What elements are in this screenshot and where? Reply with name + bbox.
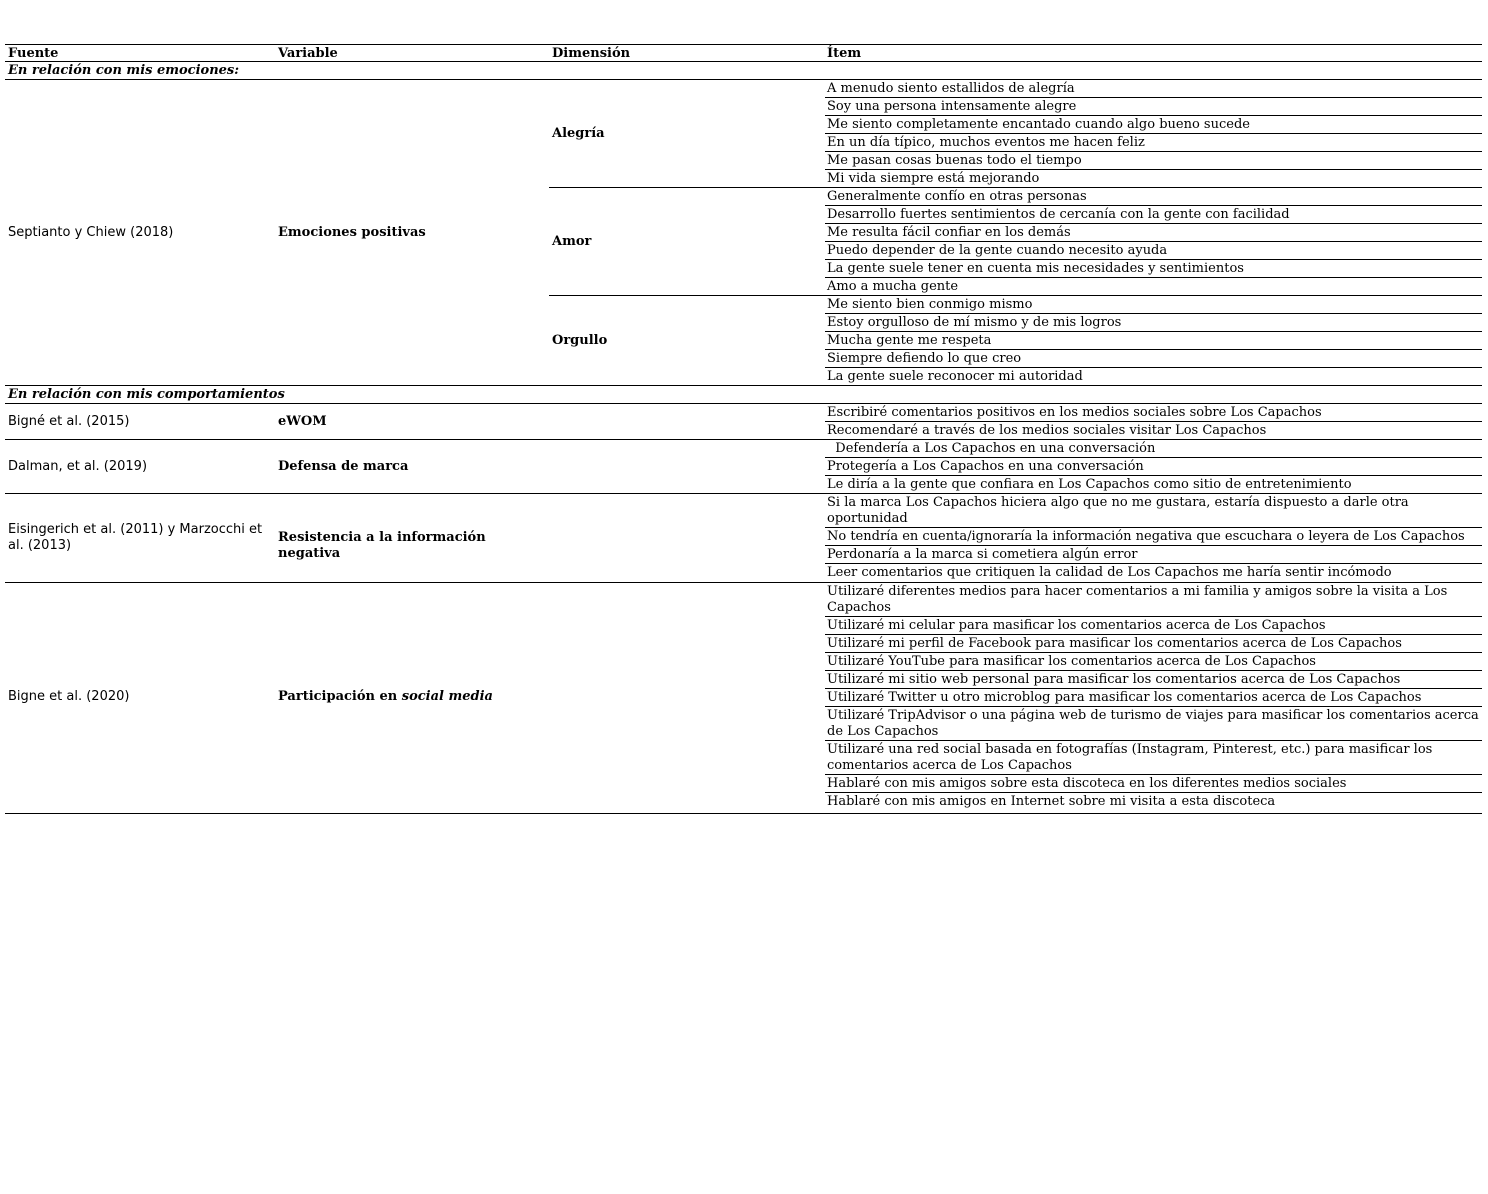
variable-cell — [278, 689, 550, 705]
list-item: Utilizaré mi sitio web personal para masificar los comentarios acerca de Los Capachos — [825, 671, 1482, 689]
list-item: Me siento bien conmigo mismo — [825, 296, 1482, 314]
dimension-alegria: Alegría — [552, 126, 605, 141]
group-defensa-marca — [5, 440, 1482, 494]
dimension-divider — [549, 295, 825, 296]
list-item: Recomendaré a través de los medios sociales visitar Los Capachos — [827, 423, 1267, 438]
list-item: Si la marca Los Capachos hiciera algo que no me gustara, estaría dispuesto a darle otra oportunidad — [825, 494, 1482, 528]
list-item: Protegería a Los Capachos en una conversación — [825, 458, 1482, 476]
list-item: Defendería a Los Capachos en una conversación — [825, 440, 1482, 458]
item-list — [825, 440, 1482, 494]
list-item: Utilizaré TripAdvisor o una página web de turismo de viajes para masificar los comentarios acerca de Los Capachos — [825, 707, 1482, 741]
section-emotions-label: En relación con mis emociones: — [8, 63, 240, 78]
list-item: Me resulta fácil confiar en los demás — [825, 224, 1482, 242]
list-item: No tendría en cuenta/ignoraría la información negativa que escuchara o leyera de Los Capachos — [825, 528, 1482, 546]
list-item: Utilizaré mi celular para masificar los comentarios acerca de Los Capachos — [825, 617, 1482, 635]
list-item: Me pasan cosas buenas todo el tiempo — [825, 152, 1482, 170]
source-cell: Bigné et al. (2015) — [8, 414, 130, 429]
source-cell: Eisingerich et al. (2011) y Marzocchi et al. (2013) — [8, 522, 263, 553]
list-item: Generalmente confío en otras personas — [825, 188, 1482, 206]
item-list — [825, 583, 1482, 811]
list-item: Utilizaré una red social basada en fotografías (Instagram, Pinterest, etc.) para masificar los comentarios acerca de Los Capachos — [825, 741, 1482, 775]
group-emociones-positivas — [5, 80, 1482, 386]
header-variable: Variable — [278, 46, 338, 61]
list-item: Utilizaré YouTube para masificar los comentarios acerca de Los Capachos — [825, 653, 1482, 671]
list-item: Estoy orgulloso de mí mismo y de mis logros — [825, 314, 1482, 332]
item-list — [825, 404, 1482, 440]
list-item: Le diría a la gente que confiara en Los Capachos como sitio de entretenimiento — [827, 477, 1352, 492]
list-item: Amo a mucha gente — [825, 278, 1482, 296]
list-item: Leer comentarios que critiquen la calidad de Los Capachos me haría sentir incómodo — [827, 565, 1392, 580]
list-item: La gente suele tener en cuenta mis necesidades y sentimientos — [825, 260, 1482, 278]
header-dimension: Dimensión — [552, 46, 631, 61]
header-fuente: Fuente — [8, 46, 59, 61]
variable-cell: Emociones positivas — [278, 225, 426, 240]
source-cell: Septianto y Chiew (2018) — [8, 225, 174, 240]
dimension-divider — [549, 187, 825, 188]
section-behaviors — [5, 386, 1482, 404]
list-item: Utilizaré mi perfil de Facebook para masificar los comentarios acerca de Los Capachos — [825, 635, 1482, 653]
list-item: Perdonaría a la marca si cometiera algún error — [825, 546, 1482, 564]
group-resistencia — [5, 494, 1482, 583]
list-item: Mucha gente me respeta — [825, 332, 1482, 350]
dimension-orgullo: Orgullo — [552, 333, 608, 348]
list-item: Me siento completamente encantado cuando algo bueno sucede — [825, 116, 1482, 134]
list-item: Utilizaré Twitter u otro microblog para masificar los comentarios acerca de Los Capachos — [825, 689, 1482, 707]
list-item: En un día típico, muchos eventos me hacen feliz — [825, 134, 1482, 152]
dimension-amor: Amor — [552, 234, 592, 249]
list-item: A menudo siento estallidos de alegría — [825, 80, 1482, 98]
list-item: Desarrollo fuertes sentimientos de cercanía con la gente con facilidad — [825, 206, 1482, 224]
section-behaviors-label: En relación con mis comportamientos — [8, 387, 285, 402]
list-item: Utilizaré diferentes medios para hacer comentarios a mi familia y amigos sobre la visita a Los Capachos — [825, 583, 1482, 617]
source-cell: Bigne et al. (2020) — [8, 689, 130, 704]
list-item: Escribiré comentarios positivos en los medios sociales sobre Los Capachos — [825, 404, 1482, 422]
list-item: Puedo depender de la gente cuando necesito ayuda — [825, 242, 1482, 260]
variable-cell: Defensa de marca — [278, 459, 409, 474]
source-cell: Dalman, et al. (2019) — [8, 459, 148, 474]
list-item: Hablaré con mis amigos sobre esta discoteca en los diferentes medios sociales — [825, 775, 1482, 793]
list-item: Siempre defiendo lo que creo — [825, 350, 1482, 368]
group-ewom — [5, 404, 1482, 440]
item-list — [825, 494, 1482, 582]
list-item: La gente suele reconocer mi autoridad — [827, 369, 1083, 384]
variable-italic: social media — [401, 689, 493, 704]
item-list — [825, 80, 1482, 386]
items-table — [5, 44, 1482, 814]
header-item: Ítem — [827, 46, 862, 61]
variable-prefix: Participación en — [278, 689, 402, 704]
list-item: Soy una persona intensamente alegre — [825, 98, 1482, 116]
list-item: Mi vida siempre está mejorando — [825, 170, 1482, 188]
table-header — [5, 44, 1482, 62]
variable-cell: Resistencia a la información negativa — [278, 530, 486, 561]
variable-cell: eWOM — [278, 414, 327, 429]
list-item: Hablaré con mis amigos en Internet sobre mi visita a esta discoteca — [827, 794, 1276, 809]
group-participacion — [5, 583, 1482, 814]
section-emotions — [5, 62, 1482, 80]
